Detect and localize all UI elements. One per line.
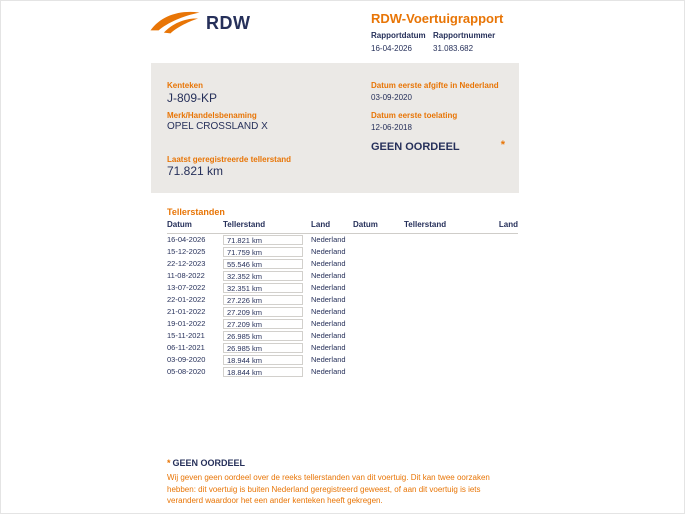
- report-date-value: 16-04-2026: [371, 44, 412, 53]
- footnote-heading: [167, 458, 245, 468]
- table-row: [167, 282, 353, 294]
- col-datum: Datum: [167, 220, 223, 234]
- tellerstand-value: 18.944 km: [223, 355, 303, 365]
- vehicle-summary-panel: [151, 63, 519, 193]
- row-land: Nederland: [311, 235, 346, 245]
- col-land: Land: [311, 220, 353, 234]
- tellerstand-value: 27.226 km: [223, 295, 303, 305]
- row-datum: 13-07-2022: [167, 283, 206, 292]
- report-date-group: [371, 31, 433, 53]
- row-tellerstand: [223, 270, 311, 282]
- merk-label: Merk/Handelsbenaming: [167, 111, 257, 120]
- report-title: RDW-Voertuigrapport: [371, 11, 504, 26]
- row-datum: 05-08-2020: [167, 367, 206, 376]
- tellerstanden-table-right: [353, 220, 518, 234]
- row-tellerstand: [223, 246, 311, 258]
- row-tellerstand: [223, 330, 311, 342]
- row-datum: 21-01-2022: [167, 307, 206, 316]
- footnote-mark: *: [167, 458, 171, 468]
- laatste-tellerstand-label: Laatst geregistreerde tellerstand: [167, 155, 292, 164]
- row-tellerstand: [223, 342, 311, 354]
- merk-value: OPEL CROSSLAND X: [167, 121, 268, 132]
- row-tellerstand: [223, 318, 311, 330]
- col-land: Land: [493, 220, 518, 234]
- oordeel-status: GEEN OORDEEL: [371, 141, 460, 153]
- row-datum: 11-08-2022: [167, 271, 205, 280]
- table-row: [167, 354, 353, 366]
- row-tellerstand: [223, 258, 311, 270]
- eerste-toelating-label: Datum eerste toelating: [371, 111, 458, 120]
- kenteken-value: J-809-KP: [167, 91, 218, 105]
- col-tellerstand: Tellerstand: [404, 220, 493, 234]
- row-tellerstand: [223, 354, 311, 366]
- report-meta: [371, 31, 495, 53]
- laatste-tellerstand-value: 71.821 km: [167, 164, 224, 178]
- table-row: [167, 294, 353, 306]
- rdw-logo-icon: [149, 8, 201, 38]
- table-row: [167, 258, 353, 270]
- row-datum: 22-12-2023: [167, 259, 206, 268]
- kenteken-label: Kenteken: [167, 81, 204, 90]
- col-datum: Datum: [353, 220, 404, 234]
- footnote-body: Wij geven geen oordeel over de reeks tellerstanden van dit voertuig. Dit kan twee oorzaken hebben: dit voertuig is buiten Nederland geregistreerd geweest, of aan dit voertuig is iets veranderd waardoor het een ander kenteken heeft gekregen.: [167, 473, 490, 505]
- tellerstand-value: 27.209 km: [223, 319, 303, 329]
- rdw-logo-text: RDW: [206, 12, 251, 33]
- table-row: [167, 366, 353, 378]
- table-row: [167, 270, 353, 282]
- tellerstand-value: 27.209 km: [223, 307, 303, 317]
- table-header-row: [167, 220, 353, 234]
- table-row: [167, 234, 353, 246]
- row-land: Nederland: [311, 295, 346, 304]
- row-datum: 22-01-2022: [167, 295, 206, 304]
- tellerstanden-table-left: [167, 220, 353, 378]
- tellerstand-value: 18.844 km: [223, 367, 303, 377]
- eerste-afgifte-label: Datum eerste afgifte in Nederland: [371, 81, 499, 90]
- row-land: Nederland: [311, 271, 346, 280]
- table-row: [167, 318, 353, 330]
- table-row: [167, 306, 353, 318]
- row-datum: 15-11-2021: [167, 331, 205, 340]
- tellerstand-value: 26.985 km: [223, 343, 303, 353]
- row-datum: 06-11-2021: [167, 343, 205, 352]
- row-datum: 19-01-2022: [167, 319, 206, 328]
- row-land: Nederland: [311, 259, 346, 268]
- footnote-heading-text: GEEN OORDEEL: [172, 458, 246, 468]
- row-datum: 16-04-2026: [167, 235, 206, 245]
- report-number-value: 31.083.682: [433, 44, 474, 53]
- table-header-row: [353, 220, 518, 234]
- row-land: Nederland: [311, 307, 346, 316]
- report-number-group: [433, 31, 495, 53]
- report-date-label: Rapportdatum: [371, 31, 426, 40]
- tellerstand-value: 71.821 km: [223, 235, 303, 245]
- row-land: Nederland: [311, 355, 346, 364]
- table-row: [167, 330, 353, 342]
- row-land: Nederland: [311, 331, 346, 340]
- table-row: [167, 246, 353, 258]
- table-row: [167, 342, 353, 354]
- tellerstand-value: 32.351 km: [223, 283, 303, 293]
- row-land: Nederland: [311, 319, 346, 328]
- tellerstand-value: 26.985 km: [223, 331, 303, 341]
- row-datum: 15-12-2025: [167, 247, 206, 256]
- eerste-toelating-value: 12-06-2018: [371, 123, 412, 132]
- tellerstand-value: 55.546 km: [223, 259, 303, 269]
- row-tellerstand: [223, 366, 311, 378]
- row-land: Nederland: [311, 247, 346, 256]
- row-tellerstand: [223, 306, 311, 318]
- row-tellerstand: [223, 294, 311, 306]
- row-land: Nederland: [311, 343, 346, 352]
- row-tellerstand: [223, 282, 311, 294]
- row-land: Nederland: [311, 283, 346, 292]
- report-number-label: Rapportnummer: [433, 31, 496, 40]
- eerste-afgifte-value: 03-09-2020: [371, 93, 412, 102]
- tellerstand-value: 32.352 km: [223, 271, 303, 281]
- row-datum: 03-09-2020: [167, 355, 206, 364]
- tellerstanden-rows: [167, 234, 353, 378]
- rdw-logo: [149, 8, 251, 38]
- tellerstanden-title: Tellerstanden: [167, 207, 225, 217]
- tellerstand-value: 71.759 km: [223, 247, 303, 257]
- oordeel-footnote-mark: *: [500, 139, 505, 151]
- row-land: Nederland: [311, 367, 346, 376]
- col-tellerstand: Tellerstand: [223, 220, 311, 234]
- row-tellerstand: [223, 234, 311, 246]
